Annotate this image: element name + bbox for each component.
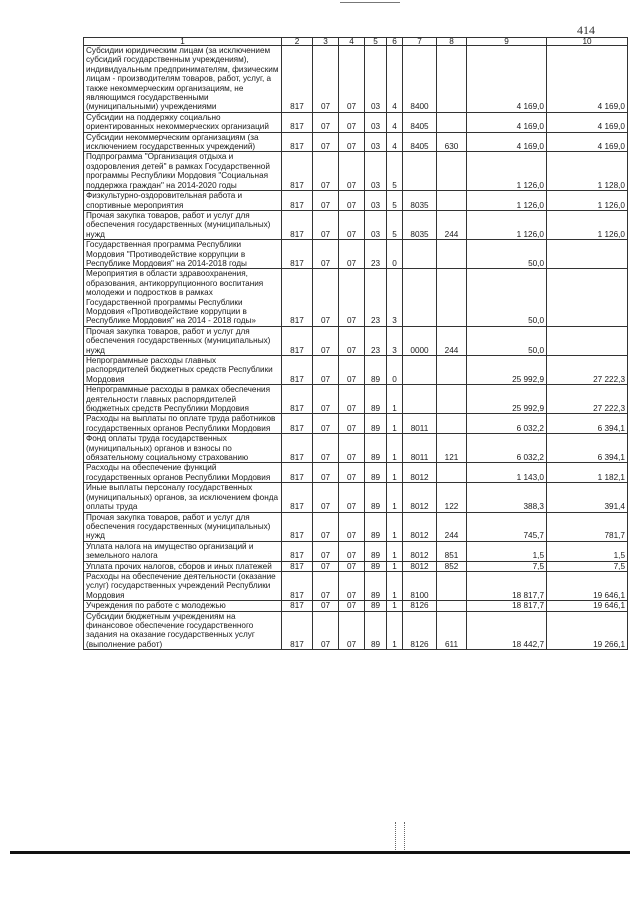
row-cell-c7: 8035 [403, 210, 437, 239]
row-cell-c5: 89 [365, 512, 387, 541]
row-cell-c3: 07 [313, 561, 339, 571]
row-cell-c2: 817 [282, 326, 313, 355]
row-cell-c6: 5 [387, 152, 403, 191]
row-cell-c5: 89 [365, 483, 387, 512]
row-cell-c9: 6 032,2 [467, 414, 547, 434]
header-cell: 5 [365, 38, 387, 46]
row-cell-c7: 8035 [403, 191, 437, 211]
row-cell-c7 [403, 240, 437, 269]
row-cell-c6: 4 [387, 112, 403, 132]
row-cell-c9: 25 992,9 [467, 356, 547, 385]
table-row [84, 414, 628, 434]
row-cell-c4: 07 [339, 191, 365, 211]
row-cell-c3: 07 [313, 385, 339, 414]
row-cell-c3: 07 [313, 132, 339, 152]
table-row [84, 434, 628, 463]
row-cell-c10: 27 222,3 [547, 385, 628, 414]
row-cell-c4: 07 [339, 571, 365, 600]
row-cell-c2: 817 [282, 269, 313, 326]
row-cell-c3: 07 [313, 240, 339, 269]
row-cell-c10: 4 169,0 [547, 132, 628, 152]
row-cell-c10: 1,5 [547, 541, 628, 561]
row-cell-c3: 07 [313, 434, 339, 463]
row-cell-c5: 03 [365, 152, 387, 191]
row-cell-c9: 50,0 [467, 326, 547, 355]
row-cell-c4: 07 [339, 46, 365, 113]
row-cell-c10: 4 169,0 [547, 46, 628, 113]
row-cell-c3: 07 [313, 210, 339, 239]
row-cell-c10: 19 646,1 [547, 601, 628, 611]
row-description: Расходы на выплаты по оплате труда работников государственных органов Республики Мордовия [84, 414, 282, 434]
row-description: Иные выплаты персоналу государственных (муниципальных) органов, за исключением фонда оплаты труда [84, 483, 282, 512]
row-cell-c5: 89 [365, 385, 387, 414]
row-cell-c2: 817 [282, 112, 313, 132]
row-cell-c7: 8012 [403, 541, 437, 561]
row-cell-c10: 1 126,0 [547, 210, 628, 239]
row-description: Непрограммные расходы главных распорядителей бюджетных средств Республики Мордовия [84, 356, 282, 385]
row-cell-c6: 4 [387, 132, 403, 152]
table-row [84, 269, 628, 326]
row-cell-c5: 23 [365, 240, 387, 269]
row-cell-c5: 23 [365, 269, 387, 326]
row-cell-c8 [437, 414, 467, 434]
row-cell-c10 [547, 240, 628, 269]
row-cell-c6: 1 [387, 463, 403, 483]
page-number: 414 [577, 23, 595, 37]
row-description: Физкультурно-оздоровительная работа и спортивные мероприятия [84, 191, 282, 211]
row-description: Уплата прочих налогов, сборов и иных платежей [84, 561, 282, 571]
row-cell-c6: 5 [387, 210, 403, 239]
row-description: Прочая закупка товаров, работ и услуг для обеспечения государственных (муниципальных) нужд [84, 210, 282, 239]
row-cell-c7: 8126 [403, 601, 437, 611]
table-row [84, 152, 628, 191]
row-cell-c7 [403, 152, 437, 191]
row-description: Прочая закупка товаров, работ и услуг для обеспечения государственных (муниципальных) нужд [84, 512, 282, 541]
row-cell-c5: 03 [365, 46, 387, 113]
row-cell-c5: 03 [365, 210, 387, 239]
row-description: Фонд оплаты труда государственных (муниципальных) органов и взносы по обязательному социальному страхованию [84, 434, 282, 463]
row-cell-c6: 1 [387, 561, 403, 571]
row-cell-c5: 89 [365, 414, 387, 434]
row-cell-c2: 817 [282, 571, 313, 600]
row-cell-c2: 817 [282, 152, 313, 191]
row-cell-c6: 0 [387, 356, 403, 385]
row-cell-c4: 07 [339, 483, 365, 512]
row-cell-c9: 18 442,7 [467, 611, 547, 650]
row-cell-c9: 50,0 [467, 240, 547, 269]
row-cell-c8 [437, 112, 467, 132]
row-cell-c3: 07 [313, 46, 339, 113]
row-cell-c10: 6 394,1 [547, 414, 628, 434]
row-cell-c8 [437, 240, 467, 269]
row-cell-c7: 8012 [403, 483, 437, 512]
row-description: Расходы на обеспечение функций государственных органов Республики Мордовия [84, 463, 282, 483]
table-row [84, 191, 628, 211]
row-description: Субсидии юридическим лицам (за исключением субсидий государственным учреждениям), индивидуальным предпринимателям, физическим лицам - производителям товаров, работ, услуг, а также некоммерческим организациям, не являющимся государственными (муниципальными) учреждениями [84, 46, 282, 113]
row-cell-c4: 07 [339, 269, 365, 326]
table-row [84, 112, 628, 132]
row-cell-c10: 781,7 [547, 512, 628, 541]
table-row [84, 210, 628, 239]
row-cell-c7: 8012 [403, 463, 437, 483]
row-cell-c8 [437, 191, 467, 211]
row-cell-c8 [437, 601, 467, 611]
row-cell-c8 [437, 385, 467, 414]
row-cell-c10 [547, 326, 628, 355]
row-cell-c2: 817 [282, 132, 313, 152]
row-cell-c6: 1 [387, 611, 403, 650]
row-cell-c8 [437, 463, 467, 483]
row-cell-c3: 07 [313, 112, 339, 132]
row-cell-c2: 817 [282, 512, 313, 541]
row-cell-c10: 391,4 [547, 483, 628, 512]
row-cell-c8: 121 [437, 434, 467, 463]
row-cell-c10: 27 222,3 [547, 356, 628, 385]
header-cell: 2 [282, 38, 313, 46]
row-cell-c9: 1,5 [467, 541, 547, 561]
row-cell-c10: 1 126,0 [547, 191, 628, 211]
row-cell-c5: 89 [365, 356, 387, 385]
row-cell-c4: 07 [339, 561, 365, 571]
row-cell-c9: 50,0 [467, 269, 547, 326]
row-cell-c8: 852 [437, 561, 467, 571]
row-cell-c3: 07 [313, 483, 339, 512]
header-cell: 1 [84, 38, 282, 46]
row-cell-c6: 3 [387, 326, 403, 355]
header-cell: 4 [339, 38, 365, 46]
row-cell-c2: 817 [282, 561, 313, 571]
table-header-row [84, 38, 628, 46]
row-description: Государственная программа Республики Мордовия "Противодействие коррупции в Республике Мордовия" на 2014-2018 годы [84, 240, 282, 269]
table-row [84, 46, 628, 113]
row-description: Субсидии на поддержку социально ориентированных некоммерческих организаций [84, 112, 282, 132]
row-cell-c5: 89 [365, 434, 387, 463]
table-row [84, 541, 628, 561]
row-cell-c6: 1 [387, 483, 403, 512]
row-cell-c9: 6 032,2 [467, 434, 547, 463]
row-cell-c10: 4 169,0 [547, 112, 628, 132]
row-cell-c9: 18 817,7 [467, 601, 547, 611]
row-cell-c8 [437, 269, 467, 326]
row-cell-c3: 07 [313, 356, 339, 385]
row-cell-c6: 3 [387, 269, 403, 326]
row-cell-c7: 8012 [403, 512, 437, 541]
row-cell-c10: 19 646,1 [547, 571, 628, 600]
row-cell-c2: 817 [282, 463, 313, 483]
header-cell: 6 [387, 38, 403, 46]
row-description: Учреждения по работе с молодежью [84, 601, 282, 611]
row-cell-c3: 07 [313, 541, 339, 561]
row-cell-c4: 07 [339, 601, 365, 611]
row-cell-c9: 745,7 [467, 512, 547, 541]
row-cell-c9: 7,5 [467, 561, 547, 571]
row-cell-c8 [437, 152, 467, 191]
row-cell-c7: 8100 [403, 571, 437, 600]
row-cell-c5: 89 [365, 601, 387, 611]
row-cell-c9: 4 169,0 [467, 132, 547, 152]
row-cell-c7: 8126 [403, 611, 437, 650]
row-cell-c3: 07 [313, 463, 339, 483]
table-row [84, 571, 628, 600]
row-cell-c4: 07 [339, 240, 365, 269]
header-cell: 3 [313, 38, 339, 46]
table-row [84, 240, 628, 269]
row-cell-c8: 611 [437, 611, 467, 650]
row-cell-c2: 817 [282, 356, 313, 385]
row-description: Непрограммные расходы в рамках обеспечения деятельности главных распорядителей бюджетных средств Республики Мордовия [84, 385, 282, 414]
row-cell-c2: 817 [282, 191, 313, 211]
row-cell-c3: 07 [313, 601, 339, 611]
row-cell-c4: 07 [339, 434, 365, 463]
row-cell-c4: 07 [339, 356, 365, 385]
row-cell-c6: 1 [387, 541, 403, 561]
row-cell-c8: 244 [437, 512, 467, 541]
row-cell-c4: 07 [339, 326, 365, 355]
row-cell-c5: 89 [365, 611, 387, 650]
row-cell-c4: 07 [339, 112, 365, 132]
row-cell-c6: 1 [387, 385, 403, 414]
row-cell-c8: 244 [437, 326, 467, 355]
row-cell-c8: 851 [437, 541, 467, 561]
row-cell-c4: 07 [339, 132, 365, 152]
row-cell-c7 [403, 356, 437, 385]
row-cell-c4: 07 [339, 385, 365, 414]
budget-table [83, 37, 628, 650]
table-row [84, 326, 628, 355]
table-row [84, 385, 628, 414]
table-row [84, 356, 628, 385]
table-row [84, 601, 628, 611]
row-cell-c6: 0 [387, 240, 403, 269]
table-row [84, 512, 628, 541]
row-description: Субсидии бюджетным учреждениям на финансовое обеспечение государственного задания на оказание государственных услуг (выполнение работ) [84, 611, 282, 650]
row-cell-c2: 817 [282, 210, 313, 239]
row-cell-c6: 1 [387, 434, 403, 463]
row-cell-c2: 817 [282, 240, 313, 269]
row-cell-c2: 817 [282, 46, 313, 113]
top-scan-mark [340, 2, 400, 9]
header-cell: 10 [547, 38, 628, 46]
row-cell-c2: 817 [282, 611, 313, 650]
row-cell-c2: 817 [282, 414, 313, 434]
table-row [84, 132, 628, 152]
row-cell-c9: 1 126,0 [467, 152, 547, 191]
row-description: Субсидии некоммерческим организациям (за исключением государственных учреждений) [84, 132, 282, 152]
row-description: Подпрограмма "Организация отдыха и оздоровления детей" в рамках Государственной программы Республики Мордовия "Социальная поддержка граждан" на 2014-2020 годы [84, 152, 282, 191]
row-cell-c5: 03 [365, 112, 387, 132]
row-cell-c6: 4 [387, 46, 403, 113]
row-cell-c6: 1 [387, 571, 403, 600]
binding-mark [395, 822, 405, 852]
row-cell-c10: 1 128,0 [547, 152, 628, 191]
row-cell-c4: 07 [339, 541, 365, 561]
row-cell-c3: 07 [313, 512, 339, 541]
row-cell-c3: 07 [313, 191, 339, 211]
table-row [84, 611, 628, 650]
row-cell-c4: 07 [339, 414, 365, 434]
row-cell-c3: 07 [313, 571, 339, 600]
table-row [84, 463, 628, 483]
row-cell-c7 [403, 385, 437, 414]
row-description: Мероприятия в области здравоохранения, образования, антикоррупционного воспитания молодежи и подростков в рамках Государственной программы Республики Мордовия «Противодействие коррупции в Республике Мордовия" на 2014 - 2018 годы» [84, 269, 282, 326]
row-cell-c9: 1 126,0 [467, 210, 547, 239]
row-cell-c3: 07 [313, 611, 339, 650]
row-cell-c7: 0000 [403, 326, 437, 355]
row-cell-c8 [437, 356, 467, 385]
row-description: Уплата налога на имущество организаций и земельного налога [84, 541, 282, 561]
row-cell-c5: 89 [365, 463, 387, 483]
row-cell-c5: 23 [365, 326, 387, 355]
row-cell-c6: 1 [387, 414, 403, 434]
row-cell-c5: 03 [365, 191, 387, 211]
row-cell-c4: 07 [339, 210, 365, 239]
row-description: Прочая закупка товаров, работ и услуг для обеспечения государственных (муниципальных) нужд [84, 326, 282, 355]
row-cell-c10 [547, 269, 628, 326]
row-cell-c2: 817 [282, 601, 313, 611]
row-cell-c6: 5 [387, 191, 403, 211]
row-cell-c9: 388,3 [467, 483, 547, 512]
row-cell-c7: 8405 [403, 112, 437, 132]
row-cell-c9: 25 992,9 [467, 385, 547, 414]
table-row [84, 561, 628, 571]
row-cell-c4: 07 [339, 463, 365, 483]
row-cell-c10: 1 182,1 [547, 463, 628, 483]
row-cell-c4: 07 [339, 512, 365, 541]
row-cell-c5: 89 [365, 541, 387, 561]
page-bottom-rule [10, 851, 630, 854]
row-cell-c5: 89 [365, 561, 387, 571]
row-cell-c10: 19 266,1 [547, 611, 628, 650]
row-cell-c9: 1 126,0 [467, 191, 547, 211]
row-cell-c3: 07 [313, 269, 339, 326]
row-cell-c8 [437, 46, 467, 113]
row-cell-c2: 817 [282, 385, 313, 414]
row-cell-c3: 07 [313, 414, 339, 434]
row-cell-c7 [403, 269, 437, 326]
row-cell-c9: 18 817,7 [467, 571, 547, 600]
row-cell-c10: 6 394,1 [547, 434, 628, 463]
row-cell-c7: 8012 [403, 561, 437, 571]
row-cell-c3: 07 [313, 152, 339, 191]
row-cell-c8: 630 [437, 132, 467, 152]
row-cell-c7: 8405 [403, 132, 437, 152]
row-cell-c5: 89 [365, 571, 387, 600]
row-cell-c6: 1 [387, 601, 403, 611]
row-cell-c6: 1 [387, 512, 403, 541]
row-cell-c4: 07 [339, 152, 365, 191]
row-cell-c9: 1 143,0 [467, 463, 547, 483]
row-cell-c7: 8011 [403, 434, 437, 463]
row-cell-c2: 817 [282, 541, 313, 561]
header-cell: 8 [437, 38, 467, 46]
row-cell-c7: 8011 [403, 414, 437, 434]
header-cell: 9 [467, 38, 547, 46]
row-cell-c3: 07 [313, 326, 339, 355]
row-cell-c7: 8400 [403, 46, 437, 113]
row-cell-c8: 244 [437, 210, 467, 239]
header-cell: 7 [403, 38, 437, 46]
row-cell-c9: 4 169,0 [467, 46, 547, 113]
table-row [84, 483, 628, 512]
row-cell-c9: 4 169,0 [467, 112, 547, 132]
row-cell-c10: 7,5 [547, 561, 628, 571]
row-cell-c8 [437, 571, 467, 600]
row-cell-c8: 122 [437, 483, 467, 512]
row-description: Расходы на обеспечение деятельности (оказание услуг) государственных учреждений Республики Мордовия [84, 571, 282, 600]
row-cell-c2: 817 [282, 434, 313, 463]
row-cell-c4: 07 [339, 611, 365, 650]
row-cell-c5: 03 [365, 132, 387, 152]
row-cell-c2: 817 [282, 483, 313, 512]
